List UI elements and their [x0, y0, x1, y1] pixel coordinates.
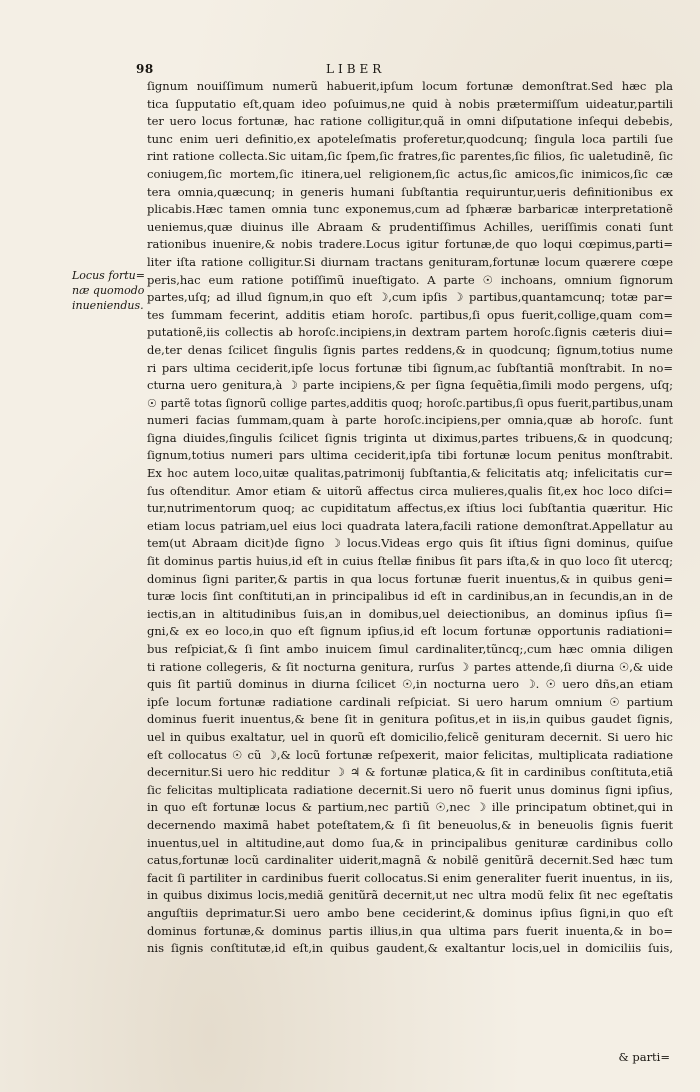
text-line: dominus ſigni pariter,& partis in qua locus fortunæ fuerit inuentus,& in quibus geni= [147, 571, 673, 586]
text-line: quis ſit partiũ dominus in diurna ſcilicet ☉,in nocturna uero ☽. ☉ uero dñs,an etiam [147, 677, 673, 692]
body-text [147, 78, 673, 958]
marginal-note [72, 268, 144, 313]
text-line: coniugem,ſic mortem,ſic itinera,uel religionem,ſic actus,ſic amicos,ſic inimicos,ſic cæ [147, 166, 673, 181]
text-line: tica ſupputatio eſt,quam ideo poſuimus,ne quid à nobis prætermiſſum uideatur,partili [147, 96, 673, 111]
text-line: ſignum nouiſſimum numerũ habuerit,ipſum locum fortunæ demonſtrat.Sed hæc pla [147, 79, 673, 93]
text-line: peris,hac eum ratione potiſſimũ inueſtigato. A parte ☉ inchoans, omnium ſignorum [147, 272, 673, 287]
text-line: inuentus,uel in altitudine,aut domo ſua,& in principalibus genituræ cardinibus collo [147, 835, 673, 850]
text-line: tem(ut Abraam dicit)de ſigno ☽ locus.Videas ergo quis ſit iſtius ſigni dominus, quiſue [147, 536, 673, 551]
text-line: ſit dominus partis huius,id eſt in cuius ſtellæ finibus ſit pars iſta,& in quo loco ſit utercq; [147, 554, 673, 569]
text-line: liter iſta ratione colligitur.Si diurnam tractans genituram,fortunæ locum quærere cœpe [147, 254, 673, 269]
text-line: facit ſi partiliter in cardinibus fuerit collocatus.Si enim generaliter fuerit inuentus, in iis, [147, 870, 673, 885]
text-line: ſus oſtenditur. Amor etiam & uitorũ affectus circa mulieres,qualis ſit,ex hoc loco diſci= [147, 483, 673, 498]
marginal-note-line: Locus fortu= [72, 269, 145, 282]
text-line: tes ſummam fecerint, additis etiam horoſc. partibus,ſi opus fuerit,collige,quam com= [147, 307, 673, 322]
text-line: ueniemus,quæ diuinus ille Abraam & prudentiſſimus Achilles, ueriſſimis conati ſunt [147, 219, 673, 234]
text-line: turæ locis ſint conſtituti,an in principalibus id eſt in cardinibus,an in ſecundis,an in de [147, 589, 673, 604]
running-head: LIBER [326, 62, 386, 76]
folio-number: 98 [136, 62, 154, 76]
text-line: decernitur.Si uero hic redditur ☽ ♃ & fortunæ platica,& ſit in cardinibus conſtituta,etiã [147, 765, 673, 780]
text-line: eſt collocatus ☉ cũ ☽,& locũ fortunæ reſpexerit, maior felicitas, multiplicata radiatione [147, 747, 673, 762]
text-line: rationibus inuenire,& nobis tradere.Locus igitur fortunæ,de quo loqui cœpimus,parti= [147, 237, 673, 252]
text-line: partes,uſq; ad illud ſignum,in quo eſt ☽,cum ipſis ☽ partibus,quantamcunq; totæ par= [147, 290, 673, 305]
text-line: dominus fortunæ,& dominus partis illius,in qua ultima pars fuerit inuenta,& in bo= [147, 923, 673, 938]
text-line: iectis,an in altitudinibus ſuis,an in domibus,uel deiectionibus, an dominus ipſius ſi= [147, 606, 673, 621]
text-line: dominus fuerit inuentus,& bene ſit in genitura poſitus,et in iis,in quibus gaudet ſignis, [147, 712, 673, 727]
text-line: ri pars ultima ceciderit,ipſe locus fortunæ tibi ſignum,ac ſubſtantiã monſtrabit. In no= [147, 360, 673, 375]
catchword: & parti= [618, 1050, 670, 1064]
text-line: ti ratione collegeris, & ſit nocturna genitura, rurſus ☽ partes attende,ſi diurna ☉,& uide [147, 659, 673, 674]
text-line: etiam locus patriam,uel eius loci quadrata latera,facili ratione demonſtrat.Appellatur au [147, 518, 673, 533]
text-line: tur,nutrimentorum quoq; ac cupiditatum affectus,ex iſtius loci ſubſtantia quæritur. Hic [147, 501, 673, 516]
text-line: Ex hoc autem loco,uitæ qualitas,patrimonij ſubſtantia,& felicitatis atq; infelicitatis cur= [147, 466, 673, 481]
text-line: in quibus diximus locis,mediã genitũrã decernit,ut nec ultra modũ felix ſit nec egeſtatis [147, 888, 673, 903]
text-line: rint ratione collecta.Sic uitam,ſic ſpem,ſic fratres,ſic parentes,ſic filios, ſic ualetudinẽ, ſic [147, 149, 673, 164]
text-line: numeri facias ſummam,quam à parte horoſc.incipiens,per omnia,quæ ab horoſc. ſunt [147, 413, 673, 428]
text-line: gni,& ex eo loco,in quo eſt ſignum ipſius,id eſt locum fortunæ opportunis radiationi= [147, 624, 673, 639]
text-line: ipſe locum fortunæ radiatione cardinali reſpiciat. Si uero harum omnium ☉ partium [147, 694, 673, 709]
text-line: plicabis.Hæc tamen omnia tunc exponemus,cum ad ſphæræ barbaricæ interpretationẽ [147, 202, 673, 217]
text-line: anguſtiis deprimatur.Si uero ambo bene ceciderint,& dominus ipſius ſigni,in quo eſt [147, 905, 673, 920]
text-line: in quo eſt fortunæ locus & partium,nec partiũ ☉,nec ☽ ille principatum obtinet,qui in [147, 800, 673, 815]
text-line: ſigna diuides,ſingulis ſcilicet ſignis triginta ut diximus,partes tribuens,& in quodcunq; [147, 430, 673, 445]
text-line: ter uero locus fortunæ, hac ratione colligitur,quã in omni diſputatione inſequi debebis, [147, 114, 673, 129]
text-line: bus reſpiciat,& ſi ſint ambo inuicem ſimul cardinaliter,tũncq;,cum hæc omnia diligen [147, 642, 673, 656]
text-line: decernendo maximã habet poteſtatem,& ſi ſit beneuolus,& in beneuolis ſignis fuerit [147, 817, 673, 832]
marginal-note-line: inueniendus. [72, 299, 144, 312]
text-line: catus,fortunæ locũ cardinaliter uiderit,magnã & nobilẽ genitũrã decernit.Sed hæc tum [147, 853, 673, 868]
text-line: uel in quibus exaltatur, uel in quorũ eſt domicilio,felicẽ genituram decernit. Si uero hic [147, 729, 673, 744]
text-line: putationẽ,iis collectis ab horoſc.incipiens,in dextram partem horoſc.ſignis cæteris diui= [147, 325, 673, 340]
text-line: nis ſignis conſtitutæ,id eſt,in quibus gaudent,& exaltantur locis,uel in domiciliis ſuis, [147, 941, 673, 956]
text-line: cturna uero genitura,à ☽ parte incipiens,& per ſigna ſequẽtia,ſimili modo pergens, uſq; [147, 378, 673, 393]
text-line: ſignum,totius numeri pars ultima ceciderit,ipſa tibi fortunæ locum penitus monſtrabit. [147, 448, 673, 463]
marginal-note-line: næ quomodo [72, 284, 145, 297]
text-line: ☉ partẽ totas ſignorũ collige partes,additis quoq; horoſc.partibus,ſi opus fuerit,partibus,unam [147, 396, 673, 410]
text-line: de,ter denas ſcilicet ſingulis ſignis partes reddens,& in quodcunq; ſignum,totius nume [147, 342, 673, 357]
text-line: tera omnia,quæcunq; in generis humani ſubſtantia requiruntur,ueris definitionibus ex [147, 184, 673, 199]
text-line: tunc enim ueri definitio,ex apoteleſmatis proferetur,quodcunq; ſingula loca partili ſue [147, 131, 673, 146]
text-line: ſic felicitas multiplicata radiatione decernit.Si uero nõ fuerit unus dominus ſigni ipſius, [147, 782, 673, 797]
